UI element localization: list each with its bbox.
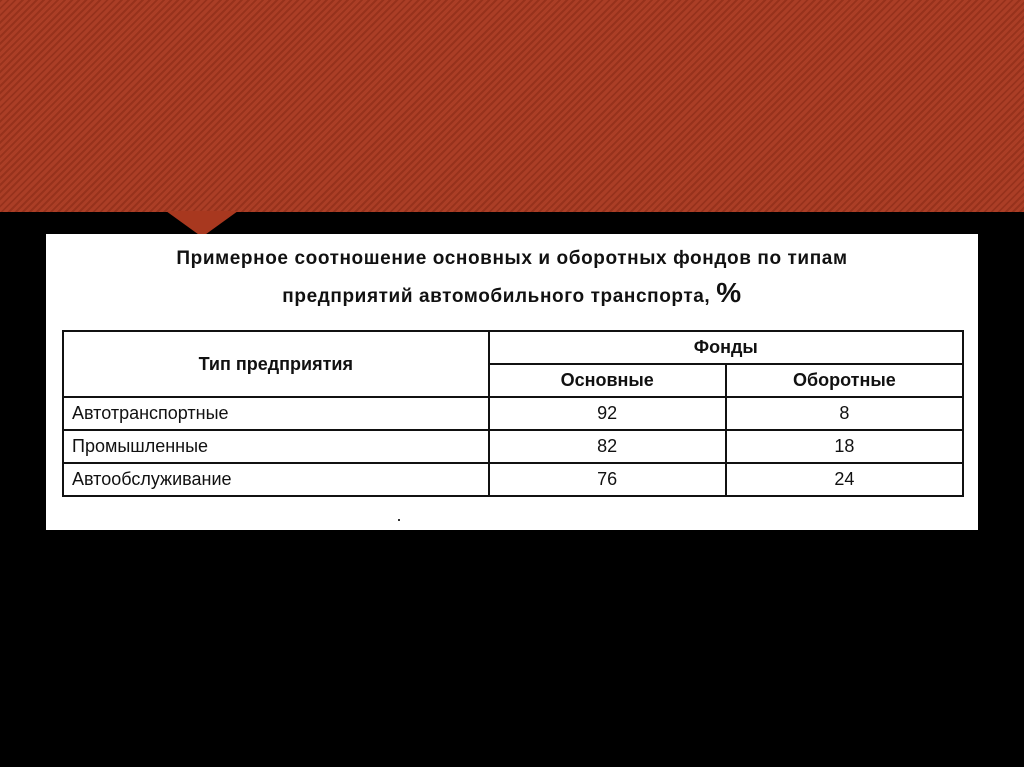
scan-speck (398, 519, 400, 521)
row-main-value: 92 (489, 397, 726, 430)
row-main-value: 82 (489, 430, 726, 463)
table-title-line2 (46, 276, 978, 314)
document-sheet (46, 234, 978, 530)
row-main-value: 76 (489, 463, 726, 496)
table-title-line2-text: предприятий автомобильного транспорта, (282, 286, 711, 307)
row-working-value: 18 (726, 430, 963, 463)
table-row (63, 463, 963, 496)
funds-table (62, 330, 964, 497)
row-name: Автообслуживание (63, 463, 489, 496)
column-header-working: Оборотные (726, 364, 963, 397)
row-working-value: 24 (726, 463, 963, 496)
table-title (46, 242, 978, 314)
table-header-row (63, 331, 963, 364)
row-name: Промышленные (63, 430, 489, 463)
table-title-line1: Примерное соотношение основных и оборотных фондов по типам (176, 248, 848, 269)
column-header-main: Основные (489, 364, 726, 397)
column-header-type: Тип предприятия (63, 331, 489, 397)
table-title-unit: % (716, 277, 742, 308)
header-banner (0, 0, 1024, 212)
column-header-funds: Фонды (489, 331, 963, 364)
table-row (63, 397, 963, 430)
row-name: Автотранспортные (63, 397, 489, 430)
table-row (63, 430, 963, 463)
row-working-value: 8 (726, 397, 963, 430)
